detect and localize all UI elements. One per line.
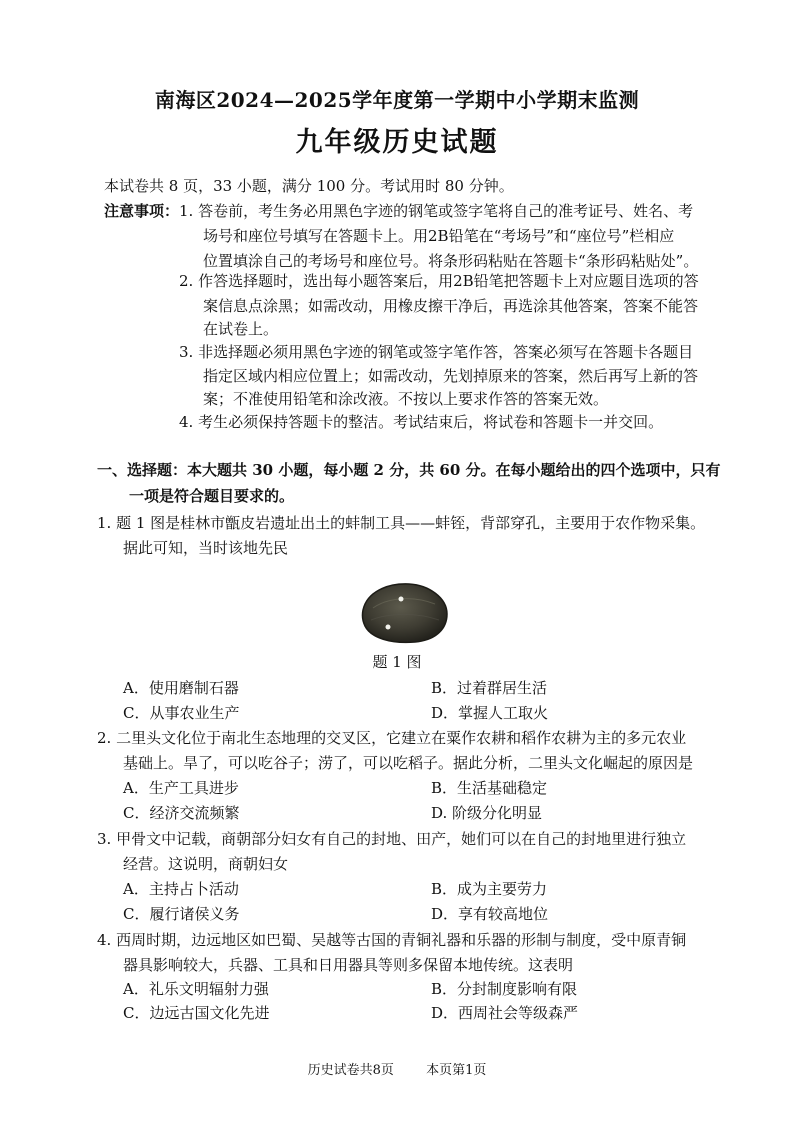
question-3-stem-line-2: 经营。这说明，商朝妇女: [123, 855, 289, 873]
question-3-option-d: D．享有较高地位: [431, 905, 549, 923]
question-1-option-c: C．从事农业生产: [123, 704, 240, 722]
question-4-stem-line-2: 器具影响较大，兵器、工具和日用器具等则多保留本地传统。这表明: [123, 956, 574, 974]
question-2-option-d: D. 阶级分化明显: [431, 804, 543, 822]
notice-4-line-1: 4. 考生必须保持答题卡的整洁。考试结束后，将试卷和答题卡一并交回。: [179, 413, 664, 431]
question-4-stem-line-1: 4. 西周时期，边远地区如巴蜀、吴越等古国的青铜礼器和乐器的形制与制度，受中原青铜: [97, 931, 687, 949]
notice-1-line-2: 场号和座位号填写在答题卡上。用2B铅笔在“考场号”和“座位号”栏相应: [203, 227, 675, 245]
question-4-option-b: B．分封制度影响有限: [431, 980, 578, 998]
question-2-stem-line-2: 基础上。旱了，可以吃谷子；涝了，可以吃稻子。据此分析，二里头文化崛起的原因是: [123, 754, 694, 772]
notice-2-line-1: 2. 作答选择题时，选出每小题答案后，用2B铅笔把答题卡上对应题目选项的答: [179, 272, 699, 290]
question-3-option-c: C．履行诸侯义务: [123, 905, 240, 923]
page-footer: [0, 1059, 794, 1078]
question-1-option-d: D．掌握人工取火: [431, 704, 549, 722]
question-4-option-a: A．礼乐文明辐射力强: [123, 980, 269, 998]
question-1-option-a: A．使用磨制石器: [123, 679, 239, 697]
notice-1-line-3: 位置填涂自己的考场号和座位号。将条形码粘贴在答题卡“条形码粘贴处”。: [203, 252, 699, 270]
question-4-option-c: C．边远古国文化先进: [123, 1004, 270, 1022]
question-3-option-b: B．成为主要劳力: [431, 880, 548, 898]
question-3-stem-line-1: 3. 甲骨文中记载，商朝部分妇女有自己的封地、田产，她们可以在自己的封地里进行独立: [97, 830, 687, 848]
question-2-stem-line-1: 2. 二里头文化位于南北生态地理的交叉区，它建立在粟作农耕和稻作农耕为主的多元农业: [97, 729, 687, 747]
question-1-stem-line-1: 1. 题 1 图是桂林市甑皮岩遗址出土的蚌制工具——蚌铚，背部穿孔，主要用于农作物采集。: [97, 514, 706, 532]
footer-total-pages: 历史试卷共8页: [307, 1063, 394, 1078]
figure-1-caption: 题 1 图: [372, 653, 422, 671]
exam-summary: 本试卷共 8 页，33 小题，满分 100 分。考试用时 80 分钟。: [104, 177, 514, 195]
section-heading-line-1: 一、选择题：本大题共 30 小题，每小题 2 分，共 60 分。在每小题给出的四个选项中，只有: [97, 461, 721, 479]
question-3-option-a: A．主持占卜活动: [123, 880, 239, 898]
question-1-stem-line-2: 据此可知，当时该地先民: [123, 539, 289, 557]
notice-1-line-1: 1. 答卷前，考生务必用黑色字迹的钢笔或签字笔将自己的准考证号、姓名、考: [179, 202, 694, 220]
shell-tool-image: [357, 580, 451, 646]
section-heading-line-2: 一项是符合题目要求的。: [129, 487, 295, 505]
exam-header: 南海区2024—2025学年度第一学期中小学期末监测: [154, 88, 640, 112]
footer-current-page: 本页第1页: [426, 1063, 487, 1078]
question-2-option-b: B．生活基础稳定: [431, 779, 548, 797]
notice-label: 注意事项：: [104, 202, 180, 220]
notice-3-line-3: 案；不准使用铅笔和涂改液。不按以上要求作答的答案无效。: [203, 390, 609, 408]
notice-3-line-1: 3. 非选择题必须用黑色字迹的钢笔或签字笔作答，答案必须写在答题卡各题目: [179, 343, 694, 361]
question-2-option-c: C．经济交流频繁: [123, 804, 240, 822]
question-4-option-d: D．西周社会等级森严: [431, 1004, 579, 1022]
question-2-option-a: A．生产工具进步: [123, 779, 239, 797]
notice-3-line-2: 指定区域内相应位置上；如需改动，先划掉原来的答案，然后再写上新的答: [203, 367, 699, 385]
exam-title: 九年级历史试题: [295, 127, 499, 158]
notice-2-line-3: 在试卷上。: [203, 320, 279, 338]
notice-2-line-2: 案信息点涂黑；如需改动，用橡皮擦干净后，再选涂其他答案，答案不能答: [203, 297, 699, 315]
question-1-option-b: B．过着群居生活: [431, 679, 548, 697]
